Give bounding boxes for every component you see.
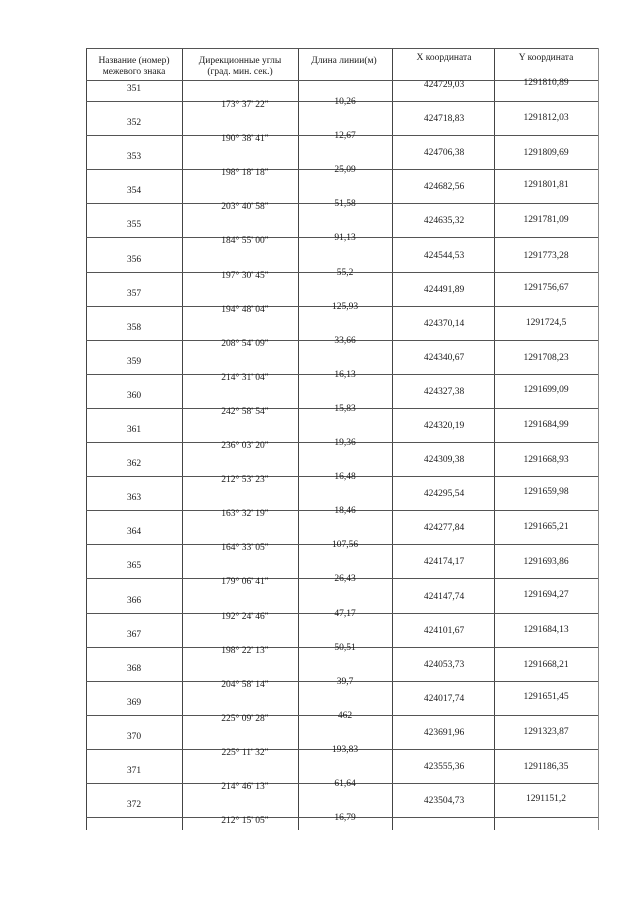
line-length: 107,56	[331, 540, 359, 551]
direction-angle: 163° 32' 19"	[221, 509, 269, 520]
point-name: 363	[126, 493, 142, 504]
line-length: 12,67	[334, 131, 356, 142]
direction-angle: 212° 53' 23"	[221, 475, 269, 486]
direction-angle: 204° 58' 14"	[221, 679, 269, 690]
header-x: X координата	[416, 53, 472, 63]
header-angle-line1: Дирекционные углы	[198, 56, 282, 66]
x-coordinate: 424295,54	[423, 489, 465, 500]
line-length: 16,13	[334, 369, 356, 380]
x-coordinate: 424053,73	[423, 659, 465, 670]
point-name: 364	[126, 527, 142, 538]
direction-angle: 190° 38' 41"	[221, 134, 269, 145]
y-coordinate: 1291699,09	[523, 384, 569, 395]
direction-angle: 214° 31' 04"	[221, 372, 269, 383]
y-coordinate: 1291724,5	[525, 317, 567, 328]
y-coordinate: 1291801,81	[523, 180, 569, 191]
line-length: 15,83	[334, 403, 356, 414]
x-coordinate: 424544,53	[423, 250, 465, 261]
point-name: 372	[126, 800, 142, 811]
header-angle	[188, 56, 292, 78]
header-name-line1: Название (номер)	[98, 56, 170, 66]
y-coordinate: 1291323,87	[523, 726, 569, 737]
x-coordinate: 424718,83	[423, 114, 465, 125]
point-name: 370	[126, 731, 142, 742]
x-coordinate: 424320,19	[423, 421, 465, 431]
x-coordinate: 424340,67	[423, 352, 465, 363]
point-name: 366	[126, 595, 142, 606]
point-name: 356	[126, 254, 142, 265]
y-coordinate: 1291151,2	[525, 794, 567, 805]
line-length: 91,13	[334, 233, 356, 244]
y-coordinate: 1291812,03	[523, 113, 569, 124]
point-name: 360	[126, 390, 142, 401]
x-coordinate: 424277,84	[423, 523, 465, 534]
point-name: 351	[126, 84, 142, 94]
direction-angle: 173° 37' 22"	[221, 100, 269, 110]
direction-angle: 164° 33' 05"	[221, 543, 269, 554]
point-name: 368	[126, 663, 142, 674]
line-length: 19,36	[334, 438, 356, 448]
direction-angle: 242° 58' 54"	[221, 406, 269, 417]
line-length: 193,83	[331, 744, 359, 755]
point-name: 361	[126, 425, 142, 435]
y-coordinate: 1291810,89	[523, 78, 569, 88]
direction-angle: 192° 24' 46"	[221, 611, 269, 622]
direction-angle: 194° 48' 04"	[221, 304, 269, 315]
x-coordinate: 424635,32	[423, 216, 465, 227]
grid-line-v	[182, 48, 183, 830]
y-coordinate: 1291684,99	[523, 420, 569, 430]
point-name: 353	[126, 152, 142, 163]
direction-angle: 184° 55' 00"	[221, 236, 269, 247]
line-length: 55,2	[336, 267, 354, 278]
y-coordinate: 1291665,21	[523, 522, 569, 533]
header-name	[86, 56, 182, 78]
direction-angle: 179° 06' 41"	[221, 577, 269, 588]
point-name: 352	[126, 118, 142, 129]
point-name: 354	[126, 186, 142, 197]
x-coordinate: 423555,36	[423, 762, 465, 772]
grid-line-top	[86, 48, 598, 49]
point-name: 358	[126, 322, 142, 333]
direction-angle: 214° 46' 13"	[221, 782, 269, 792]
grid-line-v	[86, 48, 87, 830]
x-coordinate: 423691,96	[423, 727, 465, 738]
line-length: 125,93	[331, 301, 359, 312]
direction-angle: 212° 15' 05"	[221, 816, 269, 827]
direction-angle: 225° 09' 28"	[221, 713, 269, 724]
x-coordinate: 424147,74	[423, 591, 465, 602]
y-coordinate: 1291781,09	[523, 215, 569, 226]
y-coordinate: 1291659,98	[523, 487, 569, 498]
point-name: 369	[126, 697, 142, 708]
grid-line-v	[298, 48, 299, 830]
point-name: 359	[126, 356, 142, 367]
x-coordinate: 424101,67	[423, 625, 465, 636]
point-name: 362	[126, 459, 142, 470]
direction-angle: 208° 54' 09"	[221, 338, 269, 349]
line-length: 10,26	[334, 97, 356, 107]
header-name-line2: межевого знака	[102, 67, 166, 77]
direction-angle: 236° 03' 20"	[221, 441, 269, 451]
direction-angle: 197° 30' 45"	[221, 270, 269, 281]
line-length: 33,66	[334, 335, 356, 346]
line-length: 47,17	[334, 608, 356, 619]
y-coordinate: 1291756,67	[523, 282, 569, 293]
grid-line-v	[392, 48, 393, 830]
direction-angle: 198° 22' 13"	[221, 645, 269, 656]
line-length: 61,64	[334, 779, 356, 789]
y-coordinate: 1291773,28	[523, 250, 569, 261]
direction-angle: 198° 18' 18"	[221, 168, 269, 179]
line-length: 50,51	[334, 642, 356, 653]
y-coordinate: 1291186,35	[523, 762, 569, 772]
y-coordinate: 1291668,93	[523, 455, 569, 466]
x-coordinate: 423504,73	[423, 796, 465, 807]
x-coordinate: 424706,38	[423, 148, 465, 159]
point-name: 371	[126, 766, 142, 776]
line-length: 39,7	[336, 676, 354, 687]
point-name: 365	[126, 561, 142, 572]
y-coordinate: 1291708,23	[523, 352, 569, 363]
point-name: 367	[126, 629, 142, 640]
line-length: 26,43	[334, 574, 356, 585]
line-length: 18,46	[334, 506, 356, 517]
point-name: 357	[126, 288, 142, 299]
x-coordinate: 424682,56	[423, 182, 465, 193]
x-coordinate: 424327,38	[423, 386, 465, 397]
y-coordinate: 1291668,21	[523, 659, 569, 670]
direction-angle: 225° 11' 32"	[221, 747, 269, 758]
grid-line-v	[494, 48, 495, 830]
y-coordinate: 1291809,69	[523, 148, 569, 159]
y-coordinate: 1291694,27	[523, 589, 569, 600]
line-length: 25,09	[334, 165, 356, 176]
grid-line-v	[598, 48, 599, 830]
line-length: 16,79	[334, 813, 356, 824]
x-coordinate: 424370,14	[423, 318, 465, 329]
header-y: Y координата	[518, 53, 574, 63]
line-length: 16,48	[334, 472, 356, 483]
x-coordinate: 424309,38	[423, 455, 465, 466]
x-coordinate: 424017,74	[423, 693, 465, 704]
x-coordinate: 424729,03	[423, 80, 465, 90]
point-name: 355	[126, 220, 142, 231]
line-length: 51,58	[334, 199, 356, 210]
direction-angle: 203° 40' 58"	[221, 202, 269, 213]
line-length: 462	[337, 710, 353, 721]
x-coordinate: 424174,17	[423, 557, 465, 568]
y-coordinate: 1291651,45	[523, 691, 569, 702]
y-coordinate: 1291693,86	[523, 557, 569, 568]
y-coordinate: 1291684,13	[523, 624, 569, 635]
x-coordinate: 424491,89	[423, 284, 465, 295]
header-length: Длина линии(м)	[311, 56, 377, 66]
header-angle-line2: (град. мин. сек.)	[207, 67, 273, 77]
